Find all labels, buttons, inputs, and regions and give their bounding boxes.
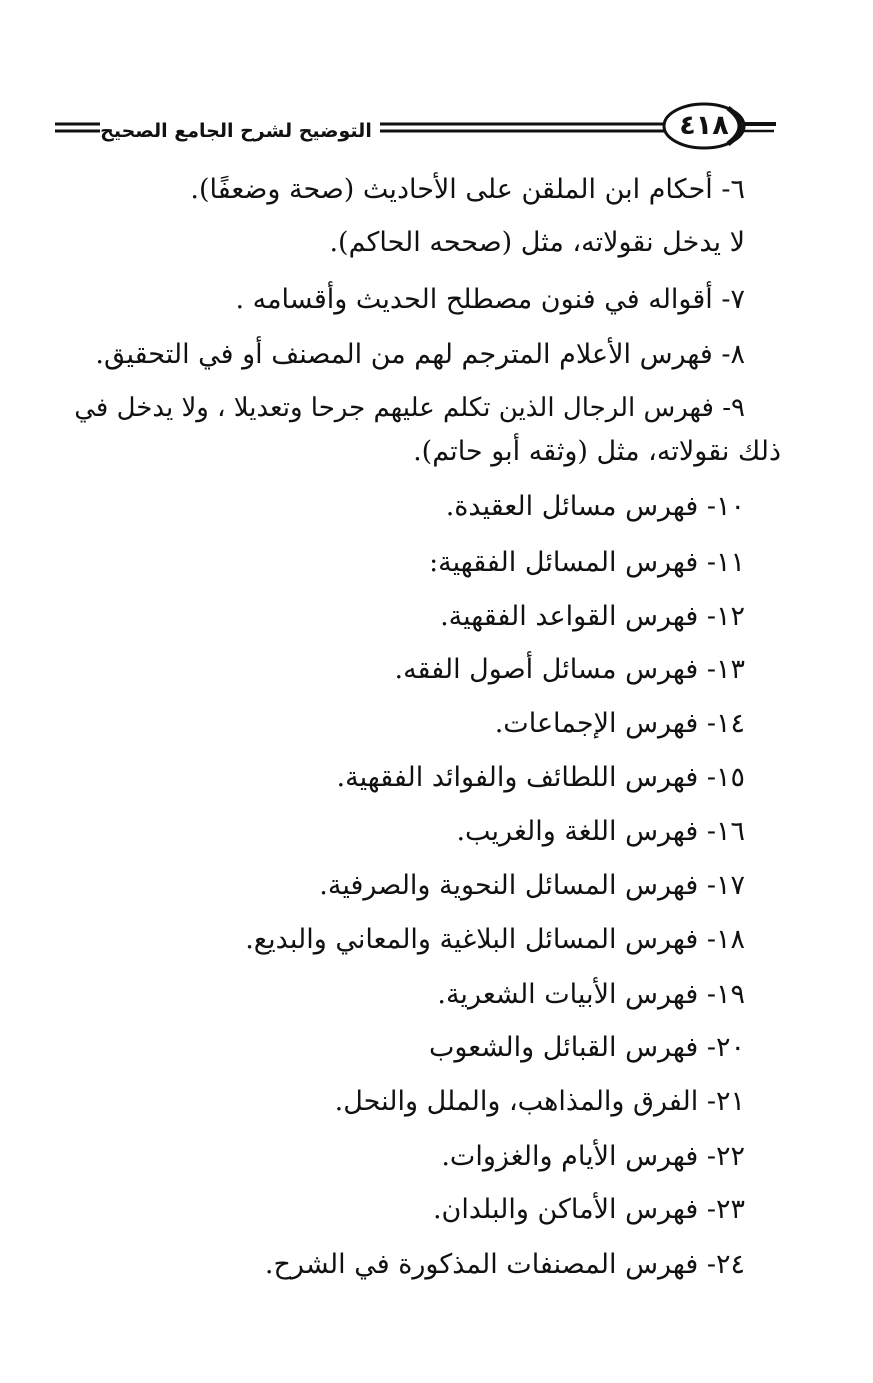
list-item: ٨- فهرس الأعلام المترجم لهم من المصنف أو في التحقيق. <box>95 339 745 370</box>
running-title: التوضيح لشرح الجامع الصحيح <box>100 114 372 148</box>
list-item: ١٨- فهرس المسائل البلاغية والمعاني والبديع. <box>245 924 745 955</box>
list-item: ٢٠- فهرس القبائل والشعوب <box>428 1032 745 1063</box>
list-item: ٦- أحكام ابن الملقن على الأحاديث (صحة وضعفًا). <box>190 174 745 205</box>
list-item: ٧- أقواله في فنون مصطلح الحديث وأقسامه . <box>235 284 745 315</box>
list-item: ١٦- فهرس اللغة والغريب. <box>456 816 745 847</box>
list-item: ١٤- فهرس الإجماعات. <box>494 708 745 739</box>
list-item: ١٢- فهرس القواعد الفقهية. <box>440 601 745 632</box>
list-item: ٢٤- فهرس المصنفات المذكورة في الشرح. <box>264 1249 745 1280</box>
page-number: ٤١٨ <box>679 110 729 141</box>
list-item: ٩- فهرس الرجال الذين تكلم عليهم جرحا وتعديلا ، ولا يدخل في <box>74 393 745 423</box>
list-item: ٢٢- فهرس الأيام والغزوات. <box>441 1141 745 1172</box>
list-item: ٢١- الفرق والمذاهب، والملل والنحل. <box>334 1086 745 1117</box>
list-item: ١١- فهرس المسائل الفقهية: <box>429 547 745 578</box>
list-item: ١٠- فهرس مسائل العقيدة. <box>445 491 745 522</box>
list-item-continuation: لا يدخل نقولاته، مثل (صححه الحاكم). <box>329 227 745 258</box>
list-item: ١٩- فهرس الأبيات الشعرية. <box>437 979 745 1010</box>
list-item: ٢٣- فهرس الأماكن والبلدان. <box>432 1194 745 1225</box>
list-item-continuation: ذلك نقولاته، مثل (وثقه أبو حاتم). <box>413 436 781 467</box>
list-item: ١٧- فهرس المسائل النحوية والصرفية. <box>319 870 745 901</box>
list-item: ١٣- فهرس مسائل أصول الفقه. <box>394 654 745 685</box>
list-item: ١٥- فهرس اللطائف والفوائد الفقهية. <box>336 762 745 793</box>
